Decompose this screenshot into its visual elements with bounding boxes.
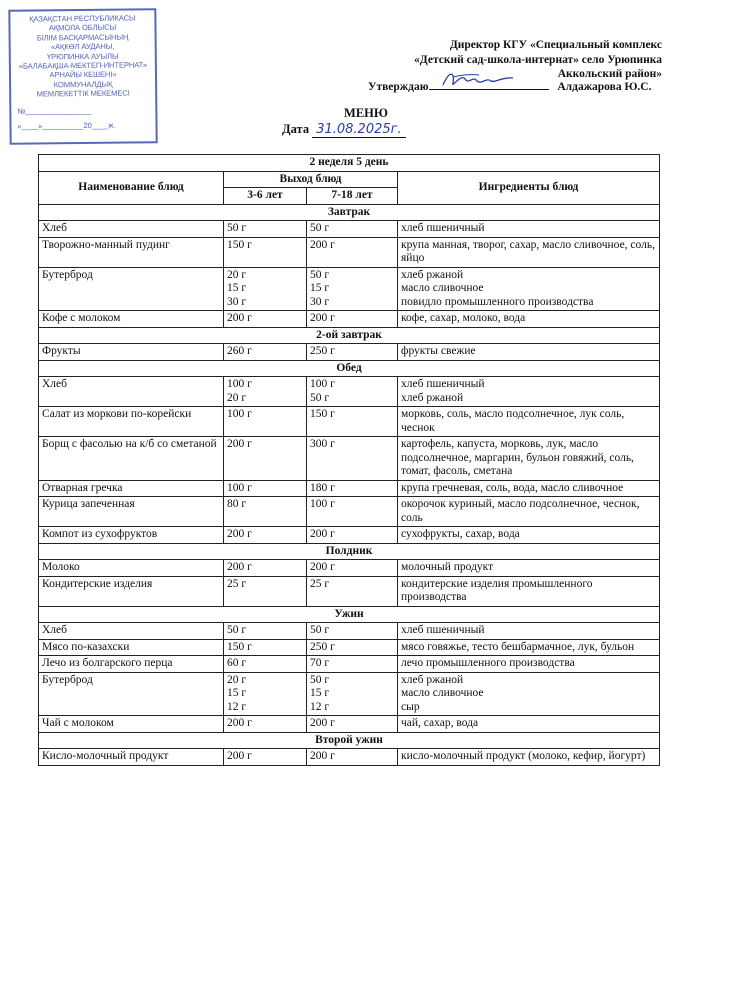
dish-name: Хлеб [39, 623, 224, 640]
ingredient-line: окорочок куриный, масло подсолнечное, чеснок, соль [401, 498, 640, 524]
ingredient-line: масло сливочное [401, 687, 484, 699]
output-3-6 [224, 672, 307, 716]
section-title: 2-ой завтрак [39, 327, 660, 344]
output-value: 250 г [310, 345, 335, 357]
section-row [39, 543, 660, 560]
ingredient-line: повидло промышленного производства [401, 295, 594, 308]
output-3-6 [224, 237, 307, 267]
output-value: 15 г [227, 282, 247, 294]
stamp-line: АҚМОЛА ОБЛЫСЫ [48, 23, 117, 33]
output-value: 100 г [310, 498, 335, 510]
age-3-6-header: 3-6 лет [224, 188, 307, 205]
dish-name: Салат из моркови по-корейски [39, 407, 224, 437]
output-value: 150 г [310, 408, 335, 420]
output-7-18 [307, 716, 398, 733]
stamp-text [10, 13, 155, 99]
menu-date [282, 122, 406, 137]
output-value: 200 г [227, 438, 252, 450]
table-row [39, 527, 660, 544]
section-row [39, 327, 660, 344]
output-7-18 [307, 749, 398, 766]
ingredients [398, 311, 660, 328]
output-value: 200 г [227, 312, 252, 324]
output-value: 200 г [227, 750, 252, 762]
week-day-header: 2 неделя 5 день [39, 155, 660, 172]
output-value: 25 г [310, 577, 330, 590]
ingredients [398, 716, 660, 733]
output-value: 200 г [310, 528, 335, 540]
output-3-6 [224, 560, 307, 577]
stamp-number-line: №________________ [17, 105, 92, 116]
ingredient-line: картофель, капуста, морковь, лук, масло подсолнечное, маргарин, бульон говяжий, соль, томат, фасоль, сметана [401, 438, 634, 477]
ingredient-line: крупа гречневая, соль, вода, масло сливочное [401, 481, 624, 494]
dish-name-header: Наименование блюд [39, 171, 224, 204]
table-row [39, 407, 660, 437]
ingredients [398, 221, 660, 238]
date-value: 31.08.2025г. [312, 122, 405, 138]
table-row [39, 344, 660, 361]
output-value: 50 г [310, 624, 330, 636]
output-value: 20 г [227, 391, 247, 404]
output-7-18 [307, 527, 398, 544]
output-value: 15 г [310, 687, 330, 699]
approval-signature-line [368, 79, 652, 93]
dish-name: Борщ с фасолью на к/б со сметаной [39, 437, 224, 481]
output-value: 12 г [310, 700, 330, 713]
output-value: 15 г [227, 687, 247, 699]
ingredient-line: чай, сахар, вода [401, 717, 479, 729]
output-value: 200 г [310, 238, 335, 251]
ingredient-line: хлеб пшеничный [401, 222, 485, 234]
output-value: 150 г [227, 238, 252, 251]
output-7-18 [307, 497, 398, 527]
output-7-18 [307, 344, 398, 361]
signature-scribble-icon [439, 69, 519, 91]
table-row [39, 480, 660, 497]
output-value: 100 г [227, 408, 252, 420]
signature-field [429, 79, 549, 90]
output-3-6 [224, 716, 307, 733]
ingredients [398, 656, 660, 673]
output-7-18 [307, 560, 398, 577]
output-3-6 [224, 576, 307, 606]
ingredients [398, 560, 660, 577]
output-value: 200 г [310, 750, 335, 762]
table-row [39, 716, 660, 733]
output-value: 70 г [310, 657, 330, 669]
output-7-18 [307, 237, 398, 267]
stamp-line: КОММУНАЛДЫҚ [53, 79, 113, 90]
approve-name: Алдажарова Ю.С. [557, 81, 652, 93]
output-value: 260 г [227, 345, 252, 357]
ingredient-line: кисло-молочный продукт (молоко, кефир, йогурт) [401, 750, 646, 762]
ingredients [398, 237, 660, 267]
output-value: 100 г [227, 481, 252, 494]
ingredient-line: кондитерские изделия промышленного производства [401, 577, 593, 603]
section-title: Полдник [39, 543, 660, 560]
table-row [39, 639, 660, 656]
table-row [39, 656, 660, 673]
output-3-6 [224, 480, 307, 497]
output-value: 300 г [310, 438, 335, 450]
menu-table-body [39, 204, 660, 765]
output-7-18 [307, 267, 398, 311]
ingredients [398, 480, 660, 497]
ingredient-line: крупа манная, творог, сахар, масло сливочное, соль, яйцо [401, 238, 655, 264]
dish-name: Мясо по-казахски [39, 639, 224, 656]
output-value: 50 г [227, 624, 247, 636]
ingredients [398, 623, 660, 640]
section-row [39, 606, 660, 623]
ingredient-line: фрукты свежие [401, 345, 476, 357]
output-3-6 [224, 623, 307, 640]
output-3-6 [224, 267, 307, 311]
dish-name: Курица запеченная [39, 497, 224, 527]
ingredients [398, 344, 660, 361]
output-value: 50 г [310, 222, 330, 234]
output-3-6 [224, 437, 307, 481]
ingredient-line: хлеб ржаной [401, 673, 464, 686]
output-value: 50 г [310, 268, 330, 281]
output-7-18 [307, 656, 398, 673]
ingredient-line: хлеб ржаной [401, 391, 464, 404]
output-7-18 [307, 639, 398, 656]
dish-name: Кисло-молочный продукт [39, 749, 224, 766]
output-value: 200 г [227, 528, 252, 540]
dish-name: Лечо из болгарского перца [39, 656, 224, 673]
age-7-18-header: 7-18 лет [307, 188, 398, 205]
table-row [39, 267, 660, 311]
ingredient-line: масло сливочное [401, 282, 484, 294]
ingredient-line: молочный продукт [401, 561, 494, 573]
output-value: 180 г [310, 481, 335, 494]
ingredients [398, 407, 660, 437]
table-row [39, 377, 660, 407]
output-3-6 [224, 497, 307, 527]
stamp-line: «АҚКӨЛ АУДАНЫ, [50, 41, 115, 52]
output-7-18 [307, 377, 398, 407]
ingredient-line: сухофрукты, сахар, вода [401, 528, 520, 540]
section-row [39, 360, 660, 377]
table-row [39, 623, 660, 640]
output-3-6 [224, 749, 307, 766]
output-3-6 [224, 407, 307, 437]
official-stamp [8, 8, 157, 145]
ingredient-line: кофе, сахар, молоко, вода [401, 312, 526, 324]
dish-name: Творожно-манный пудинг [39, 237, 224, 267]
output-3-6 [224, 311, 307, 328]
ingredients [398, 267, 660, 311]
output-value: 80 г [227, 498, 247, 510]
menu-table [38, 154, 660, 766]
output-value: 150 г [227, 640, 252, 653]
output-value: 200 г [310, 312, 335, 324]
dish-name: Кофе с молоком [39, 311, 224, 328]
table-row [39, 437, 660, 481]
ingredients [398, 672, 660, 716]
approve-label: Утверждаю [368, 81, 429, 93]
dish-name: Отварная гречка [39, 480, 224, 497]
output-value: 60 г [227, 657, 247, 669]
output-value: 200 г [227, 561, 252, 573]
table-row [39, 749, 660, 766]
dish-name: Чай с молоком [39, 716, 224, 733]
output-3-6 [224, 377, 307, 407]
output-value: 200 г [227, 717, 252, 729]
output-value: 100 г [310, 378, 335, 390]
dish-name: Хлеб [39, 377, 224, 407]
ingredients [398, 437, 660, 481]
output-header: Выход блюд [224, 171, 398, 188]
output-value: 200 г [310, 561, 335, 573]
ingredients [398, 377, 660, 407]
output-value: 20 г [227, 268, 247, 281]
output-value: 200 г [310, 717, 335, 729]
output-value: 30 г [227, 295, 247, 308]
dish-name: Бутерброд [39, 267, 224, 311]
table-row [39, 497, 660, 527]
output-3-6 [224, 221, 307, 238]
output-value: 250 г [310, 640, 335, 653]
output-7-18 [307, 623, 398, 640]
stamp-line: ҚАЗАҚСТАН РЕСПУБЛИКАСЫ [29, 13, 136, 24]
output-value: 100 г [227, 378, 252, 390]
table-row [39, 221, 660, 238]
section-title: Завтрак [39, 204, 660, 221]
dish-name: Фрукты [39, 344, 224, 361]
table-row [39, 560, 660, 577]
section-title: Второй ужин [39, 732, 660, 749]
stamp-date-line: «____»__________20____ж. [17, 120, 116, 131]
ingredients [398, 749, 660, 766]
section-title: Обед [39, 360, 660, 377]
output-value: 50 г [227, 222, 247, 234]
date-label: Дата [282, 122, 310, 136]
section-row [39, 732, 660, 749]
section-title: Ужин [39, 606, 660, 623]
output-value: 50 г [310, 391, 330, 404]
ingredients [398, 527, 660, 544]
output-7-18 [307, 576, 398, 606]
dish-name: Кондитерские изделия [39, 576, 224, 606]
output-value: 50 г [310, 673, 330, 686]
dish-name: Компот из сухофруктов [39, 527, 224, 544]
ingredient-line: мясо говяжье, тесто бешбармачное, лук, бульон [401, 640, 635, 653]
output-7-18 [307, 407, 398, 437]
ingredient-line: хлеб ржаной [401, 268, 464, 281]
ingredients [398, 497, 660, 527]
ingredients [398, 576, 660, 606]
stamp-line: МЕМЛЕКЕТТІК МЕКЕМЕСІ [36, 88, 130, 99]
stamp-line: «БАЛАБАҚША-МЕКТЕП-ИНТЕРНАТ» [18, 60, 148, 71]
table-row [39, 672, 660, 716]
approval-line-3: Аккольский район» [557, 68, 662, 80]
stamp-line: АРНАЙЫ КЕШЕНІ» [49, 70, 117, 80]
table-row [39, 237, 660, 267]
output-value: 12 г [227, 700, 247, 713]
output-3-6 [224, 344, 307, 361]
table-row [39, 311, 660, 328]
dish-name: Молоко [39, 560, 224, 577]
dish-name: Бутерброд [39, 672, 224, 716]
output-7-18 [307, 311, 398, 328]
dish-name: Хлеб [39, 221, 224, 238]
page-title: МЕНЮ [344, 106, 388, 120]
stamp-line: БІЛІМ БАСҚАРМАСЫНЫҢ [36, 32, 129, 43]
output-value: 20 г [227, 673, 247, 686]
ingredient-line: морковь, соль, масло подсолнечное, лук соль, чеснок [401, 408, 625, 434]
ingredient-line: хлеб пшеничный [401, 624, 485, 636]
output-3-6 [224, 527, 307, 544]
ingredient-line: сыр [401, 700, 420, 713]
ingredients [398, 639, 660, 656]
table-row [39, 576, 660, 606]
ingredients-header: Ингредиенты блюд [398, 171, 660, 204]
output-7-18 [307, 672, 398, 716]
output-value: 15 г [310, 282, 330, 294]
approval-line-2: «Детский сад-школа-интернат» село Урюпинка [414, 53, 662, 66]
output-7-18 [307, 221, 398, 238]
output-value: 30 г [310, 295, 330, 308]
ingredient-line: лечо промышленного производства [401, 657, 575, 669]
output-7-18 [307, 480, 398, 497]
approval-line-1: Директор КГУ «Специальный комплекс [449, 39, 662, 51]
output-3-6 [224, 656, 307, 673]
output-3-6 [224, 639, 307, 656]
output-7-18 [307, 437, 398, 481]
ingredient-line: хлеб пшеничный [401, 378, 485, 390]
section-row [39, 204, 660, 221]
stamp-line: ҮРЮПИНКА АУЫЛЫ [46, 51, 119, 62]
output-value: 25 г [227, 577, 247, 590]
